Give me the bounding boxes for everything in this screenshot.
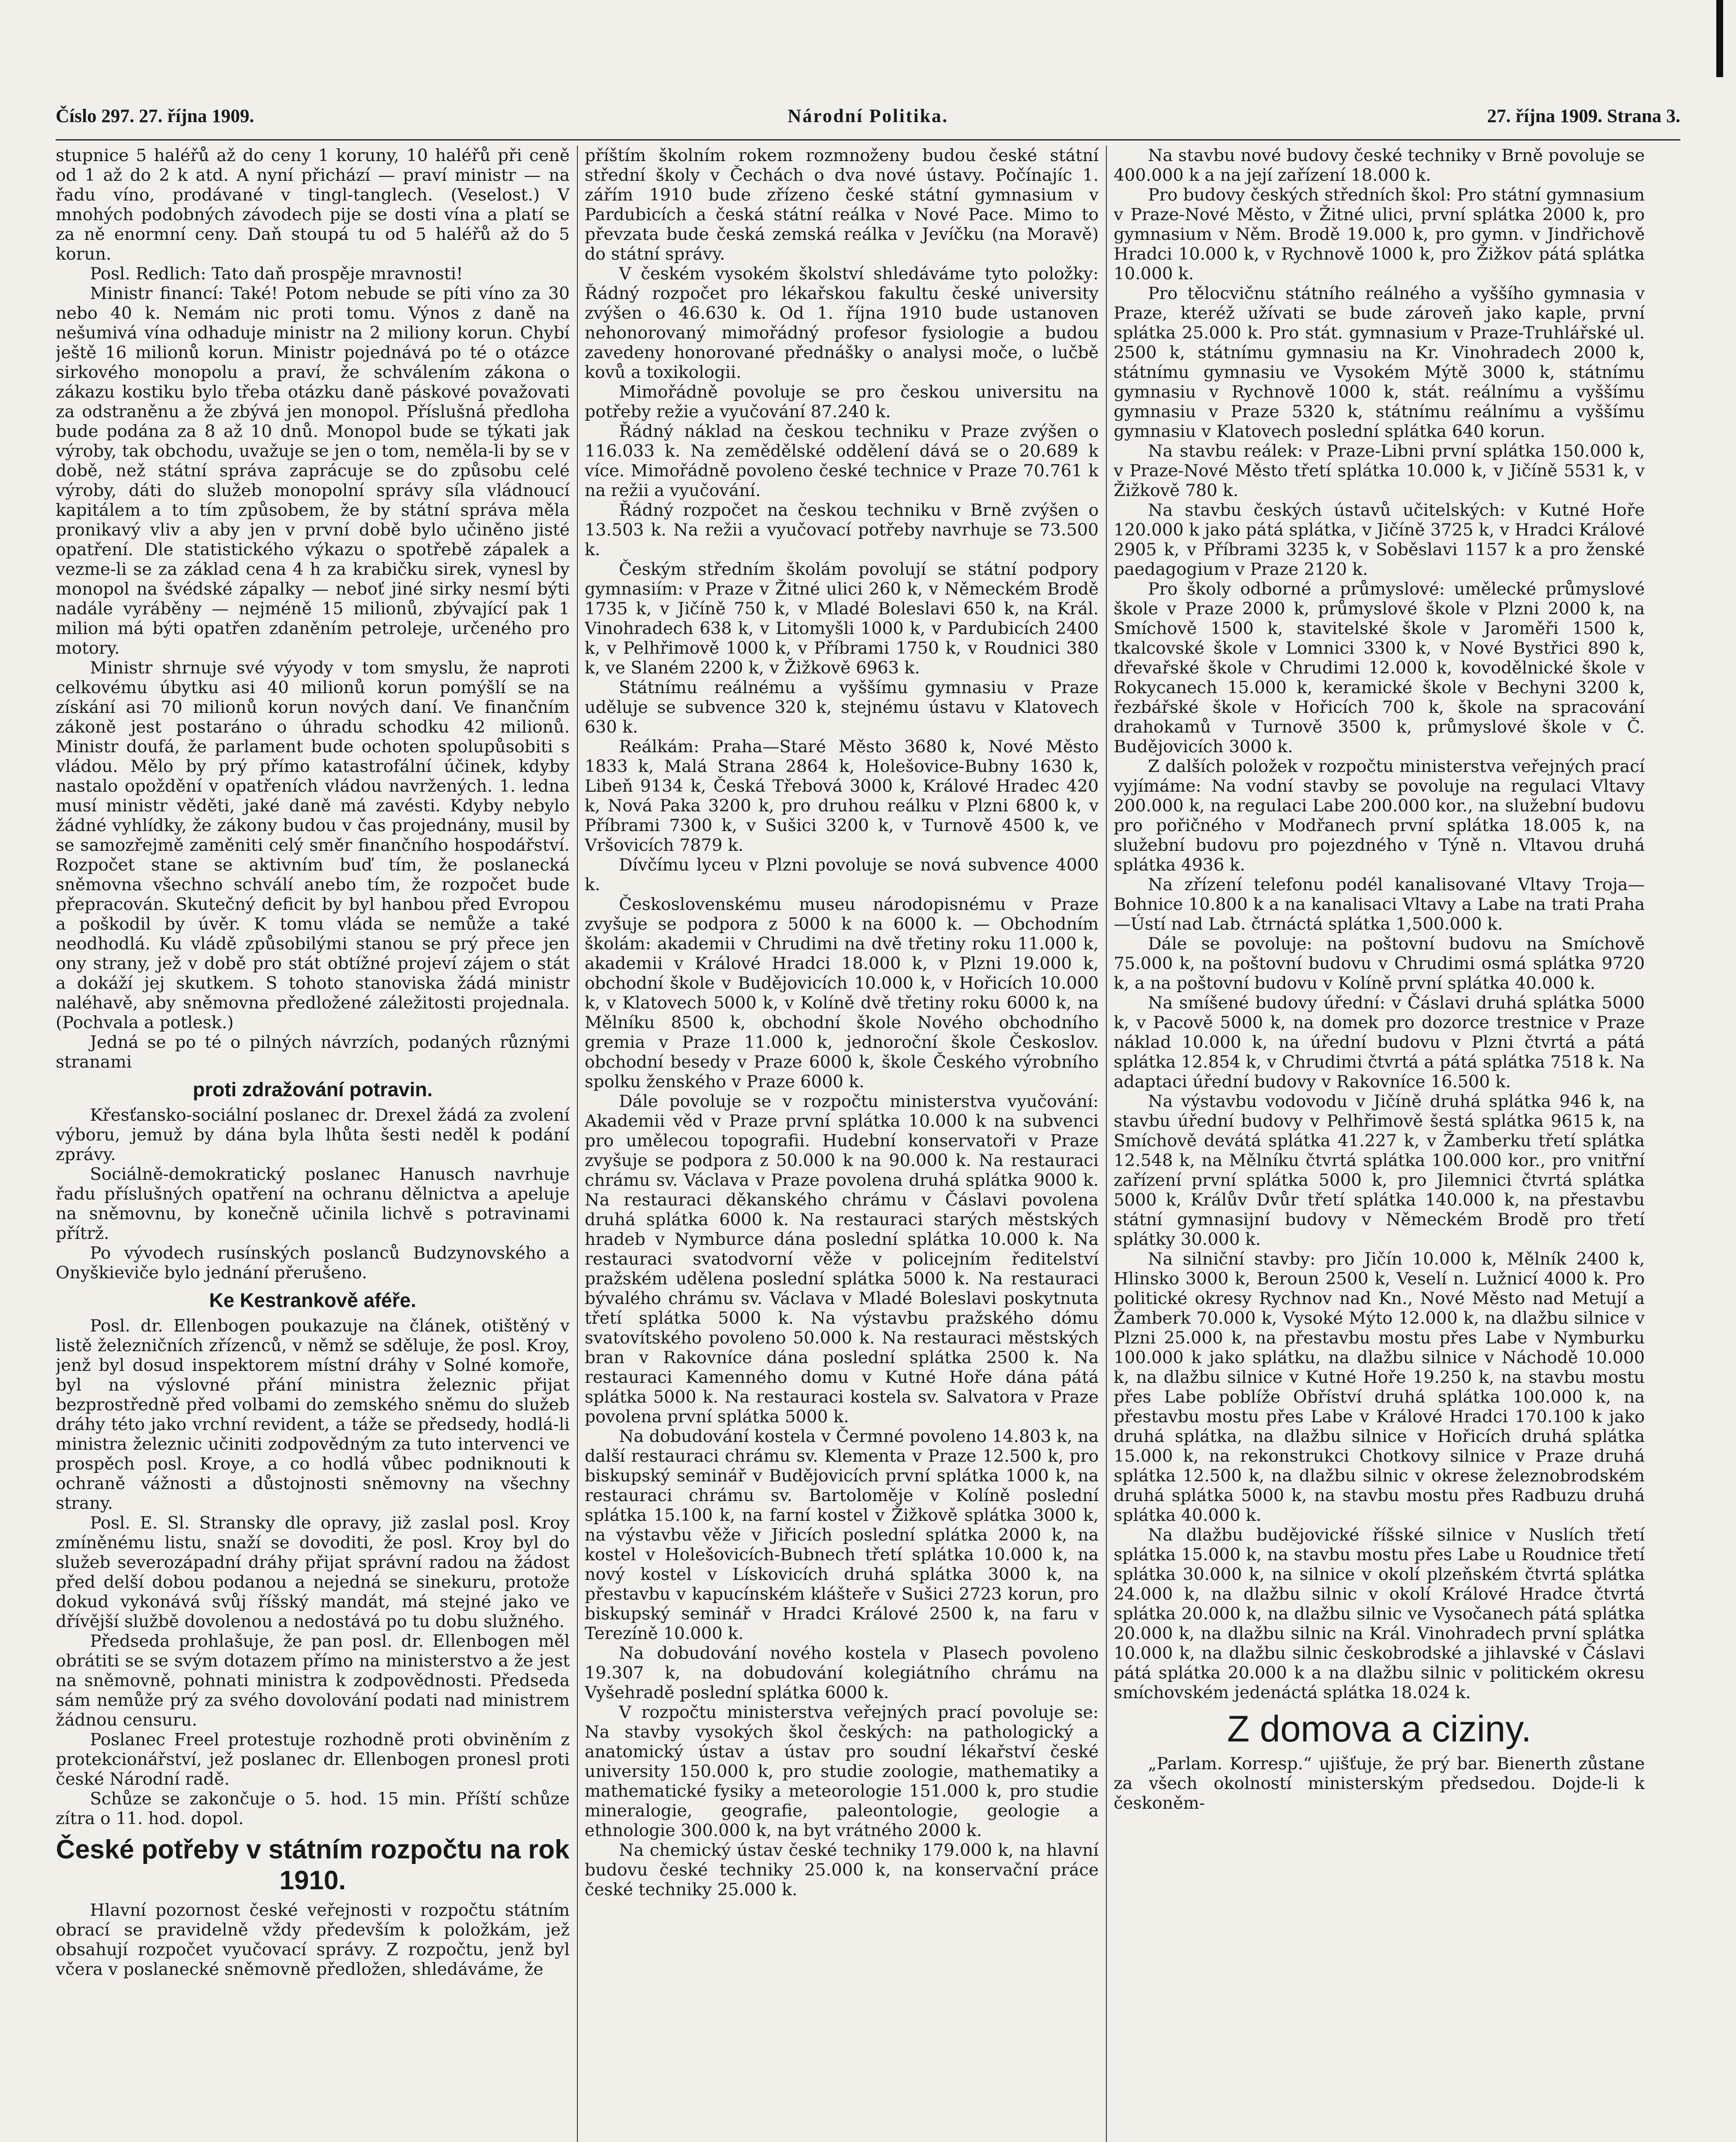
paragraph: Na dobudování kostela v Čermné povoleno 14.803 k, na další restauraci chrámu sv. Klementa v Praze 12.500 k, pro biskupský seminář v Budějovicích první splátka 1000 k, na restauraci chrámu sv. Bartoloměje v Kolíně poslední splátka 15.100 k, na farní kostel v Žižkově splátka 3000 k, na výstavbu věže v Jiřicích poslední splátka 2000 k, na kostel v Holešovicích-Bubnech třetí splátka 10.000 k, na nový kostel v Lískovicích druhá splátka 3000 k, na přestavbu v kapucínském klášteře v Sušici 2723 korun, pro biskupský seminář v Hradci Králové 2500 k, na faru v Terezíně 10.000 k. (585, 1427, 1099, 1643)
paragraph: Na výstavbu vodovodu v Jičíně druhá splátka 946 k, na stavbu úřední budovy v Pelhřimově šestá splátka 9615 k, na Smíchově devátá splátka 41.227 k, v Žamberku třetí splátka 12.548 k, na Mělníku čtvrtá splátka 100.000 kor., pro vnitřní zařízení první splátka 5000 k, pro Jilemnici čtvrtá splátka 5000 k, Králův Dvůr třetí splátka 140.000 k, na přestavbu státní gymnasijní budovy v Německém Brodě pro třetí splátky 30.000 k. (1114, 1092, 1645, 1249)
page-header (56, 105, 1680, 135)
paragraph: Posl. E. Sl. Stransky dle opravy, již zaslal posl. Kroy zmíněnému listu, snaží se dovoditi, že posl. Kroy byl do služeb severozápadní dráhy přijat správní radou na žádost před delší dobou podanou a nejedná se sinekuru, protože dokud vykonává svůj říšský mandát, má stejné jako ve dřívější službě dovolenou a nedostává po tu dobu služného. (56, 1513, 570, 1631)
paragraph: Pro tělocvičnu státního reálného a vyššího gymnasia v Praze, kteréž užívati se bude zároveň jako kaple, první splátka 25.000 k. Pro stát. gymnasium v Praze-Truhlářské ul. 2500 k, státnímu gymnasiu na Kr. Vinohradech 2000 k, státnímu gymnasiu ve Vysokém Mýtě 3000 k, státnímu gymnasiu v Rychnově 1000 k, stát. reálnímu a vyššímu gymnasiu v Praze 5320 k, státnímu reálnímu a vyššímu gymnasiu v Klatovech poslední splátka 640 korun. (1114, 284, 1645, 441)
paragraph: Československému museu národopisnému v Praze zvyšuje se podpora z 5000 k na 6000 k. — Obchodním školám: akademii v Chrudimi na dvě třetiny roku 11.000 k, akademii v Králové Hradci 18.000 k, v Plzni 19.000 k, obchodní škole v Budějovicích 10.000 k, v Hořicích 10.000 k, v Klatovech 5000 k, v Kolíně dvě třetiny roku 6000 k, na Mělníku 8500 k, obchodní škole Nového obchodního gremia v Praze 11.000 k, jednoroční škole Českoslov. obchodní besedy v Praze 6000 k, škole Českého výrobního spolku ženského v Praze 6000 k. (585, 894, 1099, 1092)
paragraph: Z dalších položek v rozpočtu ministerstva veřejných prací vyjímáme: Na vodní stavby se povoluje na regulaci Vltavy 200.000 k, na regulaci Labe 200.000 kor., na služební budovu pro pořičného v Modřanech první splátka 18.005 k, na služební budovu pro pojezdného v Týně n. Vltavou druhá splátka 4936 k. (1114, 757, 1645, 875)
scan-edge-mark (1716, 0, 1723, 77)
paragraph: Na dobudování nového kostela v Plasech povoleno 19.307 k, na dobudování kolegiátního chrámu na Vyšehradě poslední splátka 6000 k. (585, 1643, 1099, 1702)
issue-number: Číslo 297. 27. října 1909. (56, 105, 254, 126)
paragraph: Na silniční stavby: pro Jičín 10.000 k, Mělník 2400 k, Hlinsko 3000 k, Beroun 2500 k, Veselí n. Lužnicí 4000 k. Pro politické okresy Rychnov nad Kn., Nové Město nad Metují a Žamberk 70.000 k, Vysoké Mýto 12.000 k, na dlažbu silnice v Plzni 25.000 k, na přestavbu mostu přes Labe v Nymburku 100.000 k jako splátku, na dlažbu silnice v Náchodě 10.000 k, na dlažbu silnice v Kutné Hoře 19.250 k, na stavbu mostu přes Labe poblíže Obříství druhá splátka 100.000 k, na přestavbu mostu přes Labe v Králové Hradci 170.100 k jako druhá splátka, na dlažbu silnice v Hořicích druhá splátka 15.000 k, na rekonstrukci Chotkovy silnice v Praze druhá splátka 12.500 k, na dlažbu silnic v okrese železnobrodském druhá splátka 5000 k, na stavbu mostu přes Radbuzu druhá splátka 40.000 k. (1114, 1249, 1645, 1525)
paragraph: Mimořádně povoluje se pro českou universitu na potřeby režie a vyučování 87.240 k. (585, 382, 1099, 422)
paragraph: příštím školním rokem rozmnoženy budou české státní střední školy v Čechách o dva nové ústavy. Počínajíc 1. zářím 1910 bude zřízeno české státní gymnasium v Pardubicích a česká státní reálka v Nové Pace. Mimo to převzata bude česká zemská reálka v Jevíčku (na Moravě) do státní správy. (585, 146, 1099, 264)
paragraph: Křesťansko-sociální poslanec dr. Drexel žádá za zvolení výboru, jemuž by dána byla lhůta šesti neděl k podání zprávy. (56, 1105, 570, 1164)
section-heading: Z domova a ciziny. (1227, 1708, 1532, 1750)
paragraph: Na chemický ústav české techniky 179.000 k, na hlavní budovu české techniky 25.000 k, na konservační práce české techniky 25.000 k. (585, 1840, 1099, 1900)
paragraph: Reálkám: Praha—Staré Město 3680 k, Nové Město 1833 k, Malá Strana 2864 k, Holešovice-Bubny 1630 k, Libeň 9134 k, Česká Třebová 3000 k, Králové Hradec 420 k, Nová Paka 3200 k, pro druhou reálku v Plzni 6800 k, v Příbrami 7300 k, v Sušici 3200 k, v Turnově 4500 k, ve Vršovicích 7879 k. (585, 737, 1099, 855)
paragraph: Řádný rozpočet na českou techniku v Brně zvýšen o 13.503 k. Na režii a vyučovací potřeby navrhuje se 73.500 k. (585, 500, 1099, 559)
header-rule (56, 139, 1680, 141)
paragraph: Po vývodech rusínských poslanců Budzynovského a Onyškieviče bylo jednání přerušeno. (56, 1243, 570, 1283)
paragraph: Ministr shrnuje své výyody v tom smyslu, že naproti celkovému úbytku asi 40 milionů korun pomýšlí se na získání asi 70 milionů korun nových daní. Ve finančním zákoně jest postaráno o úhradu schodku 42 milionů. Ministr doufá, že parlament bude ochoten spolupůsobiti s vládou. Mělo by prý přímo katastrofální účinek, kdyby nastalo opoždění v opatřeních vládou navržených. 1. ledna musí ministr věděti, jaké daně má zavésti. Kdyby nebylo žádné vyhlídky, že zákony budou v čas projednány, musil by se samozřejmě zaměniti celý směr finančního hospodářství. Rozpočet stane se aktivním buď tím, že poslanecká sněmovna všechno schválí anebo tím, že rozpočet bude přepracován. Skutečný deficit by byl hanbou před Evropou a poškodil by úvěr. K tomu vláda se nemůže a také neodhodlá. Ku vládě způsobilými stanou se prý přece jen ony strany, jež v době pro stát obtížné projeví zájem o stát a dokáží jej skutkem. S tohoto stanoviska žádá ministr naléhavě, aby sněmovna předložené záležitosti projednala. (Pochvala a potlesk.) (56, 658, 570, 1032)
column-2 (585, 146, 1099, 2142)
column-divider (577, 146, 578, 2142)
newspaper-title: Národní Politika. (787, 105, 949, 126)
paragraph: Na stavbu českých ústavů učitelských: v Kutné Hoře 120.000 k jako pátá splátka, v Jičíně 3725 k, v Hradci Králové 2905 k, v Příbrami 3235 k, v Soběslavi 1157 k a pro ženské paedagogium v Praze 2120 k. (1114, 500, 1645, 579)
paragraph: Na zřízení telefonu podél kanalisované Vltavy Troja—Bohnice 10.800 k a na kanalisaci Vltavy a Labe na trati Praha—Ústí nad Lab. čtrnáctá splátka 1,500.000 k. (1114, 875, 1645, 934)
paragraph: Posl. Redlich: Tato daň prospěje mravnosti! (90, 264, 463, 284)
column-divider (1106, 146, 1107, 2142)
paragraph: Státnímu reálnému a vyššímu gymnasiu v Praze uděluje se subvence 320 k, stejnému ústavu v Klatovech 630 k. (585, 678, 1099, 737)
paragraph: „Parlam. Korresp.“ ujišťuje, že prý bar. Bienerth zůstane za všech okolností ministerským předsedou. Dojde-li k českoněm- (1114, 1754, 1645, 1813)
paragraph: Na stavbu reálek: v Praze-Libni první splátka 150.000 k, v Praze-Nové Město třetí splátka 10.000 k, v Jičíně 5531 k, v Žižkově 780 k. (1114, 441, 1645, 500)
paragraph: Poslanec Freel protestuje rozhodně proti obviněním z protekcionářství, jež poslanec dr. Ellenbogen pronesl proti české Národní radě. (56, 1730, 570, 1789)
paragraph: Ministr financí: Také! Potom nebude se píti víno za 30 nebo 40 k. Nemám nic proti tomu. Výnos z daně na nešumivá vína odhaduje ministr na 2 miliony korun. Chybí ještě 16 milionů korun. Ministr pojednává po té o otázce sirkového monopolu a praví, že schválením zákona o zákazu kostiku bylo třeba otázku daně páskové považovati za odstraněnu a že zbývá jen monopol. Příslušná předloha bude podána za 8 až 10 dnů. Monopol bude se týkati jak výroby, tak obchodu, uvažuje se jen o tom, neměla-li by se v době, než státní správa zaprácuje se do způsobu celé výroby, dáti do služeb monopolní správy síla vládnoucí kapitálem a to tím způsobem, že by státní správa měla pronikavý vliv a aby jen v první době bylo učiněno jisté opatření. Dle statistického výkazu o spotřebě zápalek a vezme-li se za základ cena 4 h za krabičku sirek, vynesl by monopol na švédské zápalky — neboť jiné sirky nesmí býti nadále vyráběny — nejméně 15 milionů, zbývající pak 1 milion má býti opatřen zdaněním petroleje, určeného pro motory. (56, 284, 570, 658)
paragraph: Na smíšené budovy úřední: v Čáslavi druhá splátka 5000 k, v Pacově 5000 k, na domek pro dozorce trestnice v Praze náklad 10.000 k, na úřední budovu v Plzni čtvrtá a pátá splátka 12.854 k, v Chrudimi čtvrtá a pátá splátka 7518 k. Na adaptaci úřední budovy v Rakovníce 16.500 k. (1114, 993, 1645, 1092)
paragraph: Pro budovy českých středních škol: Pro státní gymnasium v Praze-Nové Město, v Žitné ulici, první splátka 2000 k, pro gymnasium v Něm. Brodě 19.000 k, pro gymn. v Jindřichově Hradci 10.000 k, v Rychnově 1000 k, pro Žižkov pátá splátka 10.000 k. (1114, 185, 1645, 284)
paragraph: Na stavbu nové budovy české techniky v Brně povoluje se 400.000 k a na její zařízení 18.000 k. (1114, 146, 1645, 185)
paragraph: Na dlažbu budějovické říšské silnice v Nuslích třetí splátka 15.000 k, na stavbu mostu přes Labe u Roudnice třetí splátka 30.000 k, na silnice v okolí plzeňském čtvrtá splátka 24.000 k, na dlažbu silnic v okolí Králové Hradce čtvrtá splátka 20.000 k, na dlažbu silnic ve Vysočanech pátá splátka 20.000 k, na dlažbu silnic na Král. Vinohradech první splátka 10.000 k, na dlažbu silnic českobrodské a jihlavské v Čáslavi pátá splátka 20.000 k a na dlažbu silnic v politickém okresu smíchovském jedenáctá splátka 18.024 k. (1114, 1525, 1645, 1702)
paragraph: V českém vysokém školství shledáváme tyto položky: Řádný rozpočet pro lékařskou fakultu české university zvýšen o 46.630 k. Od 1. října 1910 bude ustanoven nehonorovaný mimořádný profesor fysiologie a budou zavedeny honorované přednášky o analysi moče, o lučbě kovů a toxikologii. (585, 264, 1099, 382)
paragraph: Předseda prohlašuje, že pan posl. dr. Ellenbogen měl obrátiti se se svým dotazem přímo na ministerstvo a že jest na sněmovně, pohnati ministra k zodpovědnosti. Předseda sám nemůže prý za svého dovolování podati nad ministrem žádnou censuru. (56, 1631, 570, 1730)
page-date-number: 27. října 1909. Strana 3. (1487, 105, 1680, 126)
section-heading: Ke Kestrankově aféře. (209, 1289, 416, 1311)
paragraph: Dále se povoluje: na poštovní budovu na Smíchově 75.000 k, na poštovní budovu v Chrudimi osmá splátka 9720 k, a na poštovní budovu v Kolíně první splátka 40.000 k. (1114, 934, 1645, 993)
article-heading: České potřeby v státním rozpočtu na rok 1910. (56, 1835, 570, 1895)
paragraph: stupnice 5 haléřů až do ceny 1 koruny, 10 haléřů při ceně od 1 až do 2 k atd. A nyní přichází — praví ministr — na řadu víno, prodávané v tingl-tanglech. (Veselost.) V mnohých podobných závodech pije se dosti vína a platí se za ně enormní ceny. Daň stoupá tu od 5 haléřů až do 5 korun. (56, 146, 570, 264)
paragraph: Pro školy odborné a průmyslové: umělecké průmyslové škole v Praze 2000 k, průmyslové škole v Plzni 2000 k, na Smíchově 1500 k, stavitelské škole v Jaroměři 1500 k, tkalcovské škole v Lomnici 3300 k, v Nové Bystřici 890 k, dřevařské škole v Chrudimi 12.000 k, kovodělnické škole v Rokycanech 15.000 k, keramické škole v Bechyni 3200 k, řezbářské škole v Hořicích 700 k, škole na spracování drahokamů v Turnově 3500 k, průmyslové škole v Č. Budějovicích 3000 k. (1114, 579, 1645, 757)
paragraph: Českým středním školám povolují se státní podpory gymnasiím: v Praze v Žitné ulici 260 k, v Německém Brodě 1735 k, v Jičíně 750 k, v Mladé Boleslavi 650 k, na Král. Vinohradech 638 k, v Litomyšli 1000 k, v Pardubicích 2400 k, v Pelhřimově 1000 k, v Příbrami 1750 k, v Roudnici 380 k, ve Slaném 2200 k, v Žižkově 6963 k. (585, 559, 1099, 678)
paragraph: Jedná se po té o pilných návrzích, podaných různými stranami (56, 1032, 570, 1072)
paragraph: Dívčímu lyceu v Plzni povoluje se nová subvence 4000 k. (585, 855, 1099, 894)
paragraph: Posl. dr. Ellenbogen poukazuje na článek, otištěný v listě železničních zřízenců, v němž se sděluje, že posl. Kroy, jenž byl dosud inspektorem místní dráhy v Solné komoře, byl na výslovné přání ministra železnic přijat bezprostředně před volbami do zemského sněmu do služeb dráhy této jako vrchní revident, a táže se předsedy, hodlá-li ministra železnic učiniti zodpovědným za tuto intervenci ve prospěch posl. Kroye, a co hodlá vůbec podniknouti k ochraně vážnosti a důstojnosti sněmovny na všechny strany. (56, 1316, 570, 1513)
section-heading: proti zdražování potravin. (193, 1078, 433, 1101)
paragraph: V rozpočtu ministerstva veřejných prací povoluje se: Na stavby vysokých škol českých: na pathologický a anatomický ústav a ústav pro soudní lékařství české university 150.000 k, pro studie zoologie, mathematiky a mathematické fysiky a meteorologie 151.000 k, pro studie mineralogie, geografie, paleontologie, geologie a ethnologie 300.000 k, na byt vrátného 2000 k. (585, 1702, 1099, 1840)
paragraph: Dále povoluje se v rozpočtu ministerstva vyučování: Akademii věd v Praze první splátka 10.000 k na subvenci pro umělecou topografii. Hudební konservatoři v Praze zvyšuje se podpora z 50.000 k na 90.000 k. Na restauraci chrámu sv. Václava v Praze povolena druhá splátka 9000 k. Na restauraci děkanského chrámu v Čáslavi povolena druhá splátka 6000 k. Na restauraci starých městských hradeb v Nymburce dána poslední splátka 10.000 k. Na restauraci svatodvorní věže v policejním ředitelství pražském udělena poslední splátka 5000 k. Na restauraci bývalého chrámu sv. Václava v Mladé Boleslavi poskytnuta třetí splátka 5000 k. Na výstavbu pražského dómu svatovítského povoleno 50.000 k. Na restauraci městských bran v Rakovníce dána poslední splátka 2500 k. Na restauraci Kamenného domu v Kutné Hoře dána pátá splátka 5000 k. Na restauraci kostela sv. Salvatora v Praze povolena první splátka 5000 k. (585, 1092, 1099, 1427)
paragraph: Řádný náklad na českou techniku v Praze zvýšen o 116.033 k. Na zemědělské oddělení dává se o 20.689 k více. Mimořádně povoleno české technice v Praze 70.761 k na režii a vyučování. (585, 422, 1099, 500)
column-3 (1114, 146, 1645, 2142)
column-1 (56, 146, 570, 2142)
paragraph: Hlavní pozornost české veřejnosti v rozpočtu státním obrací se pravidelně vždy především k položkám, jež obsahují rozpočet vyučovací správy. Z rozpočtu, jenž byl včera v poslanecké sněmovně předložen, shledáváme, že (56, 1900, 570, 1979)
paragraph: Sociálně-demokratický poslanec Hanusch navrhuje řadu příslušných opatření na ochranu dělnictva a apeluje na sněmovnu, by konečně učinila lichvě s potravinami přítrž. (56, 1164, 570, 1243)
paragraph: Schůze se zakončuje o 5. hod. 15 min. Příští schůze zítra o 11. hod. dopol. (56, 1789, 570, 1828)
